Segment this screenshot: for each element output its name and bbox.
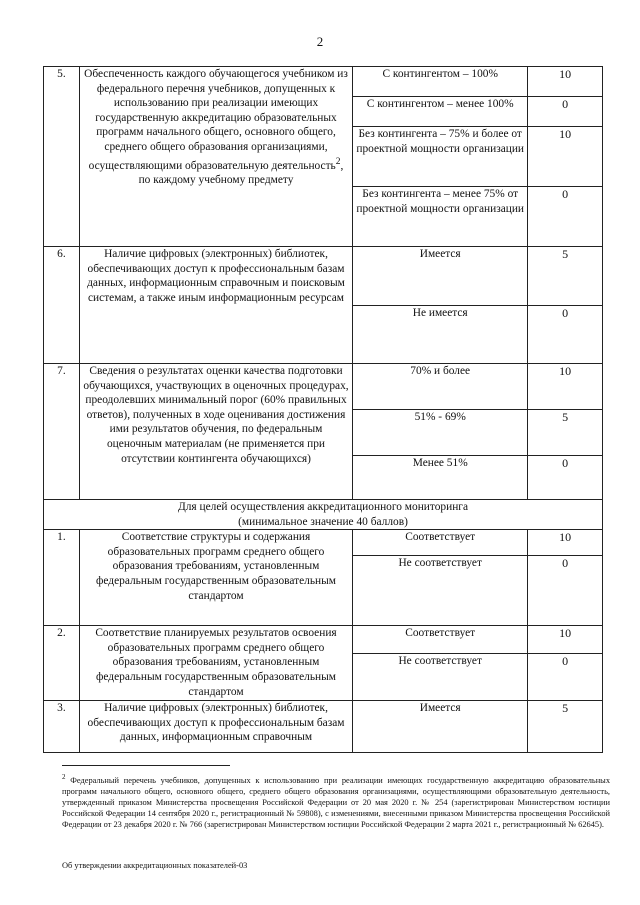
option-label: 51% - 69%	[353, 410, 528, 456]
section-header-row	[44, 500, 603, 530]
option-label: Соответствует	[353, 626, 528, 654]
section-title: Для целей осуществления аккредитационного мониторинга	[177, 501, 469, 513]
option-score: 10	[528, 364, 603, 410]
footnote-ref: 2	[335, 156, 341, 167]
option-label: Не соответствует	[353, 654, 528, 701]
option-score: 0	[528, 556, 603, 626]
option-label: Не соответствует	[353, 556, 528, 626]
option-label: Соответствует	[353, 530, 528, 556]
section-subtitle: (минимальное значение 40 баллов)	[238, 515, 408, 528]
option-label: Без контингента – 75% и более от проектной мощности организации	[353, 127, 528, 187]
option-label: Без контингента – менее 75% от проектной мощности организации	[353, 187, 528, 247]
option-label: Имеется	[353, 247, 528, 306]
option-score: 10	[528, 127, 603, 187]
option-label: Менее 51%	[353, 456, 528, 500]
option-score: 10	[528, 626, 603, 654]
option-score: 5	[528, 701, 603, 753]
footnote-text: Федеральный перечень учебников, допущенных к использованию при реализации имеющих государственную аккредитацию образовательных программ начального общего, основного общего, среднего общего образования организациями, осуществляющими образовательную деятельность, утвержденный приказом Министерства просвещения Российской Федерации от 20 мая 2020 г. № 254 (зарегистрирован Министерством юстиции Российской Федерации 14 сентября 2020 г., регистрационный № 59808), с изменениями, внесенными приказом Министерства просвещения Российской Федерации от 23 декабря 2020 г. № 766 (зарегистрирован Министерством юстиции Российской Федерации 2 марта 2021 г., регистрационный № 62645).	[62, 775, 611, 829]
row-number: 7.	[44, 364, 80, 500]
option-label: Не имеется	[353, 306, 528, 364]
option-score: 0	[528, 654, 603, 701]
option-score: 10	[528, 67, 603, 97]
criterion-text: Соответствие планируемых результатов освоения образовательных программ среднего общего образования требованиям, установленным федеральным государственным образовательным стандартом	[79, 626, 352, 701]
document-footer: Об утверждении аккредитационных показателей-03	[62, 861, 248, 870]
criterion-text: Наличие цифровых (электронных) библиотек, обеспечивающих доступ к профессиональным базам данных, информационным справочным	[79, 701, 352, 753]
option-label: С контингентом – менее 100%	[353, 97, 528, 127]
row-number: 6.	[44, 247, 80, 364]
option-label: Имеется	[353, 701, 528, 753]
criterion-text: Соответствие структуры и содержания образовательных программ среднего общего образования требованиям, установленным федеральным государственным образовательным стандартом	[79, 530, 352, 626]
criterion-text: Наличие цифровых (электронных) библиотек, обеспечивающих доступ к профессиональным базам данных, информационным справочным и поисковым системам, а также иным информационным ресурсам	[79, 247, 352, 364]
table-row	[44, 364, 603, 410]
row-number: 2.	[44, 626, 80, 701]
page-number: 2	[316, 34, 324, 49]
option-score: 5	[528, 247, 603, 306]
footnote-marker: 2	[62, 773, 66, 781]
option-score: 0	[528, 456, 603, 500]
option-label: С контингентом – 100%	[353, 67, 528, 97]
section-header	[44, 500, 603, 530]
table-row	[44, 247, 603, 306]
row-number: 3.	[44, 701, 80, 753]
option-score: 0	[528, 306, 603, 364]
option-score: 0	[528, 187, 603, 247]
table-row	[44, 67, 603, 97]
option-label: 70% и более	[353, 364, 528, 410]
option-score: 10	[528, 530, 603, 556]
option-score: 0	[528, 97, 603, 127]
option-score: 5	[528, 410, 603, 456]
indicators-table	[43, 66, 603, 753]
row-number: 1.	[44, 530, 80, 626]
row-number: 5.	[44, 67, 80, 247]
criterion-text: Обеспеченность каждого обучающегося учебником из федерального перечня учебников, допущенных к использованию при реализации имеющих государственную аккредитацию образовательных программ начального общего, основного общего, среднего общего образования организациями, осуществляющими образовательную деятельность$^2$, по каждому учебному предмету	[79, 67, 352, 247]
table-row	[44, 626, 603, 654]
footnote-divider	[62, 765, 230, 766]
table-row	[44, 701, 603, 753]
criterion-text: Сведения о результатах оценки качества подготовки обучающихся, участвующих в оценочных процедурах, преодолевших минимальный порог (60% правильных ответов), полученных в ходе оценивания достижения ими результатов обучения, по федеральным оценочным материалам (не применяется при отсутствии контингента обучающихся)	[79, 364, 352, 500]
footnote	[62, 772, 610, 830]
table-row	[44, 530, 603, 556]
